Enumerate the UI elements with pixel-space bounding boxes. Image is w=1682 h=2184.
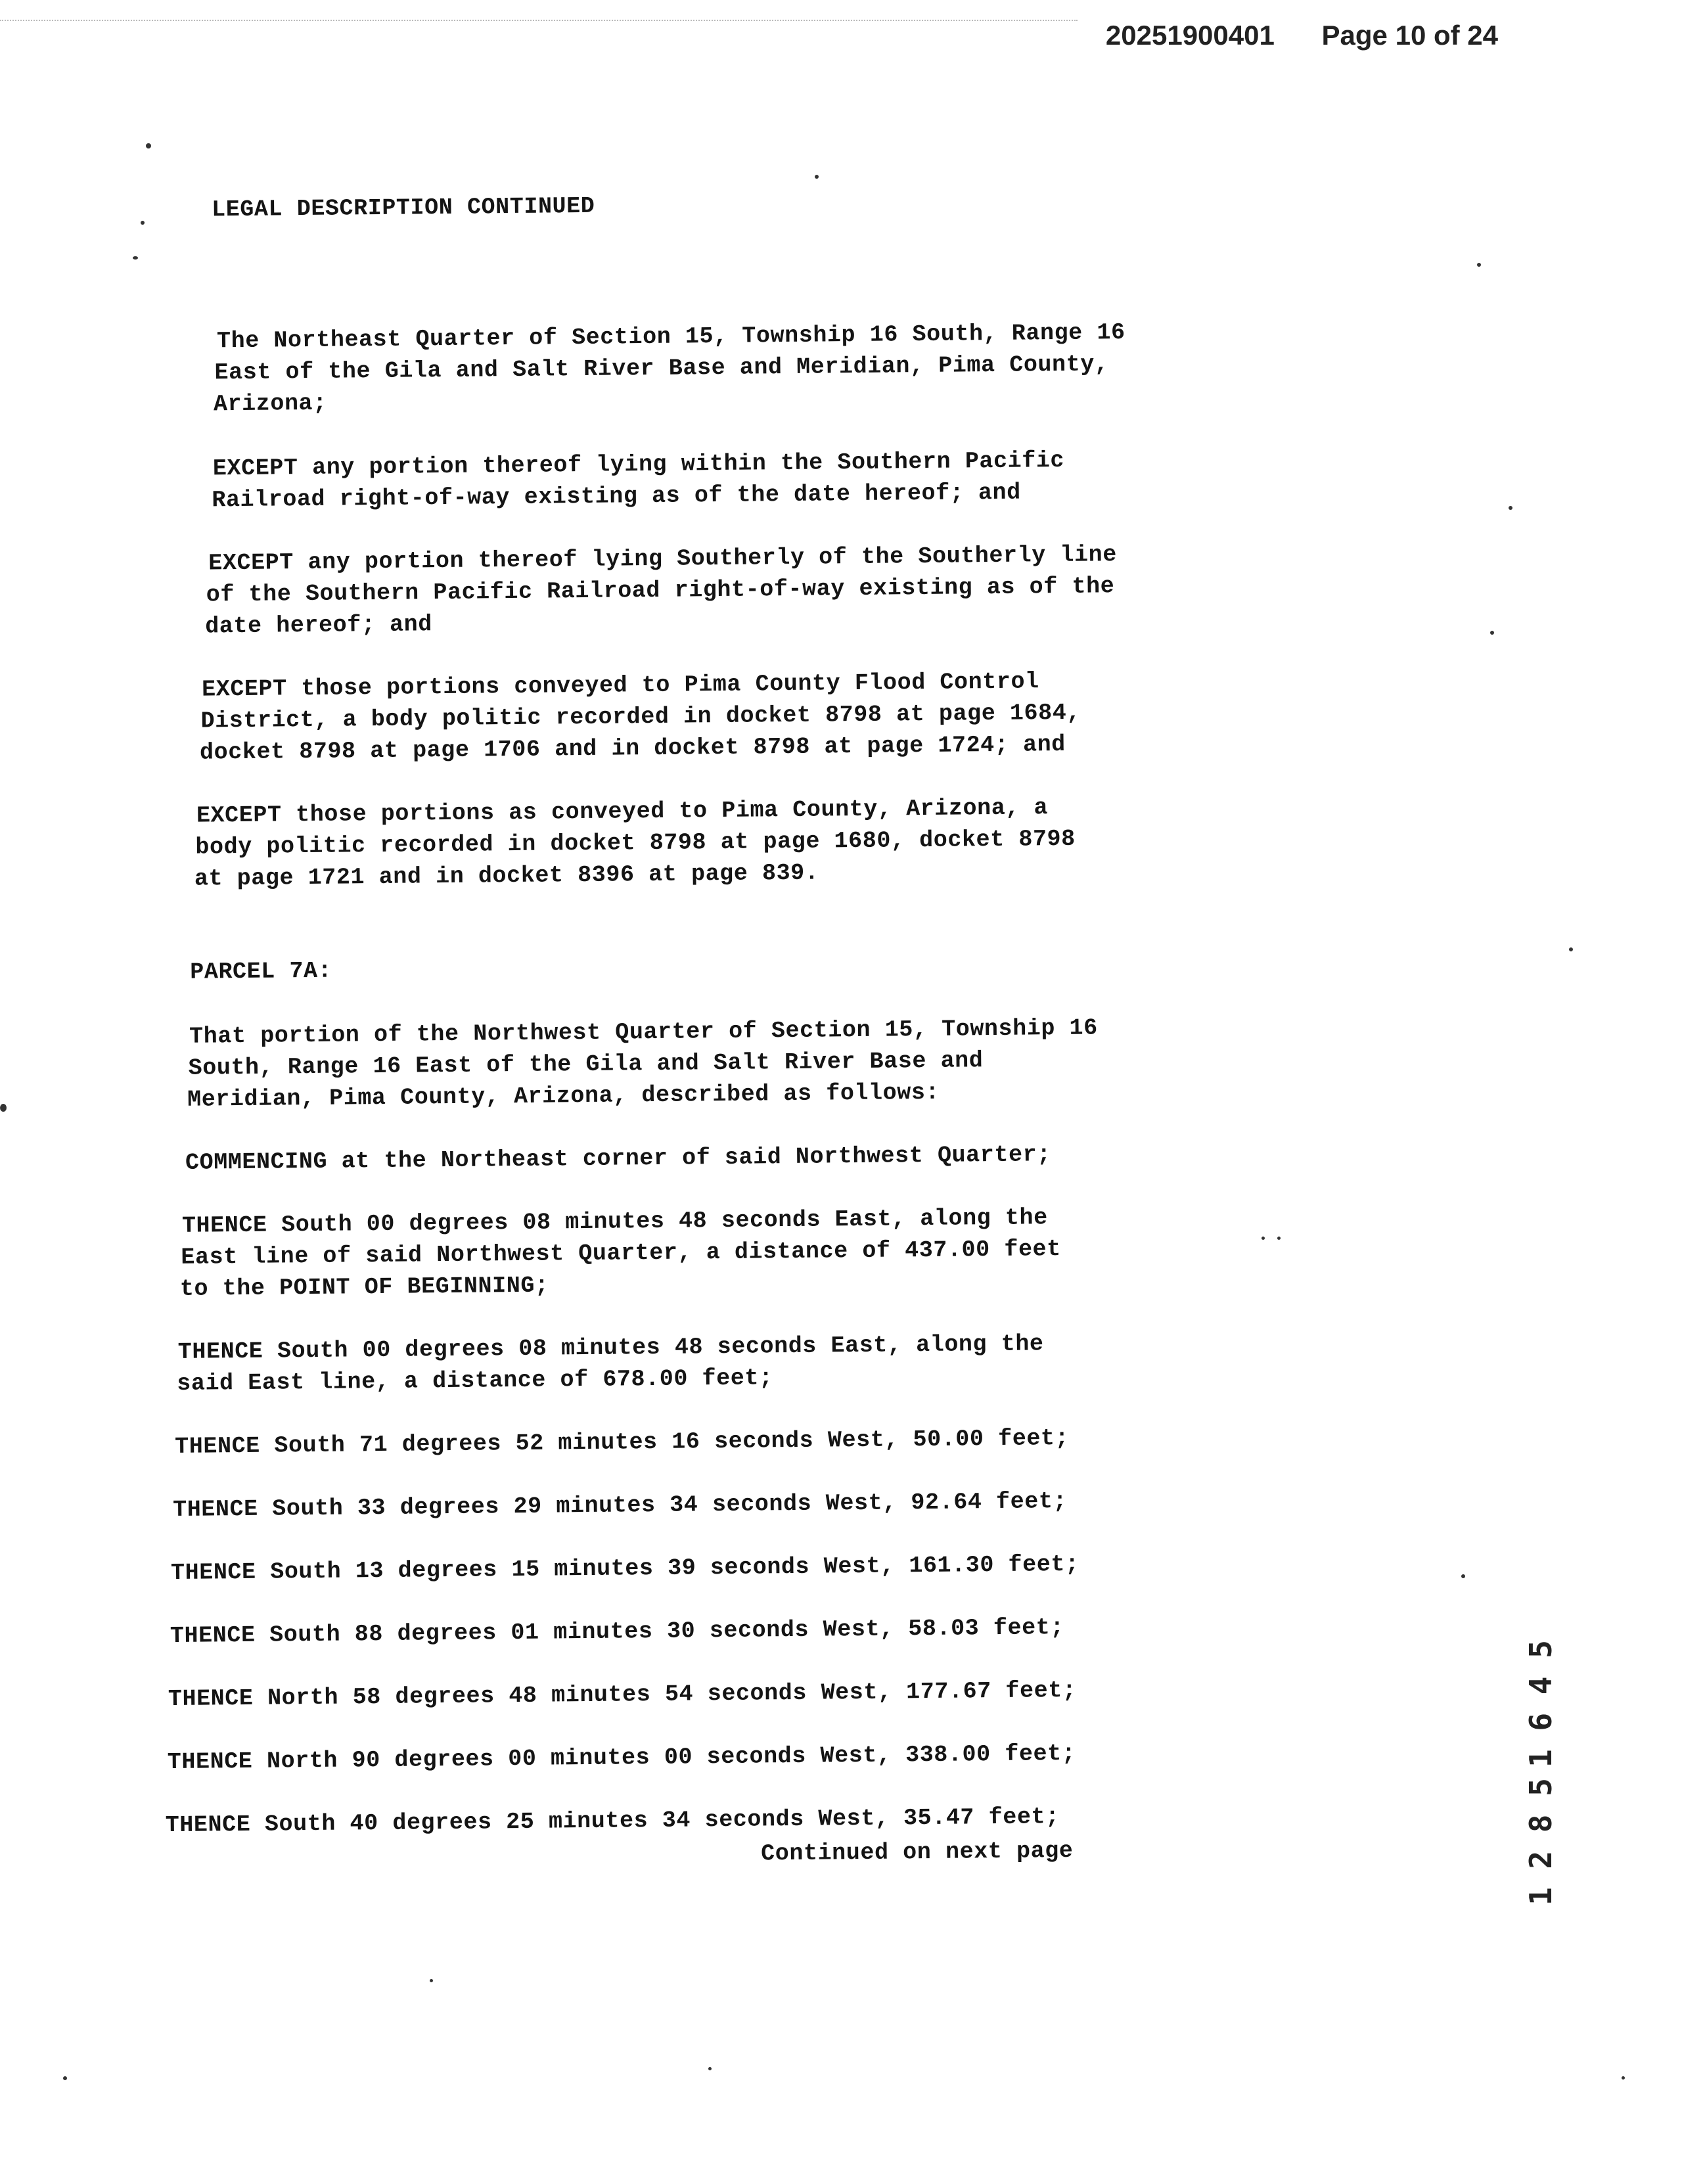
- text-line: Meridian, Pima County, Arizona, described as follows:: [187, 1079, 940, 1113]
- text-line: to the POINT OF BEGINNING;: [179, 1272, 549, 1302]
- scan-speck: [141, 221, 145, 225]
- text-line: East line of said Northwest Quarter, a distance of 437.00 feet: [181, 1236, 1061, 1271]
- text-line: THENCE South 00 degrees 08 minutes 48 seconds East, along the: [181, 1204, 1048, 1239]
- text-line: THENCE South 71 degrees 52 minutes 16 seconds West, 50.00 feet;: [175, 1424, 1070, 1461]
- text-line: The Northeast Quarter of Section 15, Township 16 South, Range 16: [216, 319, 1125, 355]
- scan-speck: [1569, 947, 1573, 951]
- scan-speck: [1262, 1237, 1265, 1240]
- text-line: docket 8798 at page 1706 and in docket 8798 at page 1724; and: [199, 731, 1066, 766]
- text-line: East of the Gila and Salt River Base and Meridian, Pima County,: [214, 351, 1109, 386]
- scan-speck: [1277, 1237, 1281, 1240]
- text-line: EXCEPT any portion thereof lying Southerly of the Southerly line: [208, 541, 1118, 577]
- continued-note: Continued on next page: [761, 1837, 1074, 1867]
- text-line: THENCE North 58 degrees 48 minutes 54 seconds West, 177.67 feet;: [168, 1677, 1077, 1713]
- text-line: EXCEPT those portions conveyed to Pima County Flood Control: [201, 668, 1039, 703]
- parcel-heading: PARCEL 7A:: [190, 957, 332, 986]
- page-label: Page 10 of 24: [1321, 20, 1498, 51]
- text-line: of the Southern Pacific Railroad right-of-way existing as of the: [206, 573, 1115, 608]
- text-line: THENCE South 88 degrees 01 minutes 30 seconds West, 58.03 feet;: [170, 1614, 1065, 1650]
- scan-speck: [1509, 506, 1512, 510]
- scan-speck: [0, 1104, 7, 1112]
- scan-speck: [1477, 263, 1481, 267]
- scan-speck: [1461, 1574, 1465, 1578]
- scan-speck: [430, 1979, 433, 1982]
- text-line: EXCEPT those portions as conveyed to Pima County, Arizona, a: [196, 794, 1049, 829]
- text-line: at page 1721 and in docket 8396 at page 839.: [194, 859, 819, 892]
- scan-speck: [1490, 631, 1494, 635]
- scan-speck: [815, 175, 819, 179]
- text-line: THENCE South 00 degrees 08 minutes 48 seconds East, along the: [177, 1331, 1044, 1365]
- text-line: Railroad right-of-way existing as of the date hereof; and: [212, 479, 1021, 514]
- text-line: South, Range 16 East of the Gila and Salt River Base and: [188, 1047, 984, 1081]
- text-line: body politic recorded in docket 8798 at page 1680, docket 8798: [195, 825, 1076, 861]
- text-line: THENCE South 33 degrees 29 minutes 34 seconds West, 92.64 feet;: [172, 1488, 1068, 1524]
- text-line: date hereof; and: [205, 611, 433, 640]
- scan-speck: [146, 143, 151, 148]
- stamp-top-digits: 1 6 4 5: [1523, 1640, 1558, 1767]
- text-line: THENCE South 13 degrees 15 minutes 39 seconds West, 161.30 feet;: [170, 1551, 1080, 1587]
- text-line: THENCE South 40 degrees 25 minutes 34 seconds West, 35.47 feet;: [165, 1804, 1060, 1839]
- text-line: COMMENCING at the Northeast corner of said Northwest Quarter;: [185, 1141, 1052, 1176]
- text-line: District, a body politic recorded in docket 8798 at page 1684,: [200, 699, 1081, 735]
- scan-speck: [63, 2076, 67, 2080]
- text-line: Arizona;: [213, 390, 327, 418]
- scan-speck: [708, 2067, 712, 2070]
- scan-speck: [133, 256, 138, 260]
- text-line: EXCEPT any portion thereof lying within the Southern Pacific: [212, 447, 1065, 482]
- text-line: said East line, a distance of 678.00 feet;: [177, 1365, 773, 1397]
- section-heading: LEGAL DESCRIPTION CONTINUED: [211, 193, 595, 223]
- stamp-bottom-digits: 1 2 8 5: [1523, 1778, 1558, 1905]
- margin-stamp: [1523, 1551, 1602, 1905]
- text-line: THENCE North 90 degrees 00 minutes 00 seconds West, 338.00 feet;: [167, 1740, 1076, 1776]
- scan-speck: [1622, 2076, 1625, 2080]
- document-number: 20251900401: [1105, 20, 1275, 51]
- text-line: That portion of the Northwest Quarter of Section 15, Township 16: [189, 1014, 1098, 1050]
